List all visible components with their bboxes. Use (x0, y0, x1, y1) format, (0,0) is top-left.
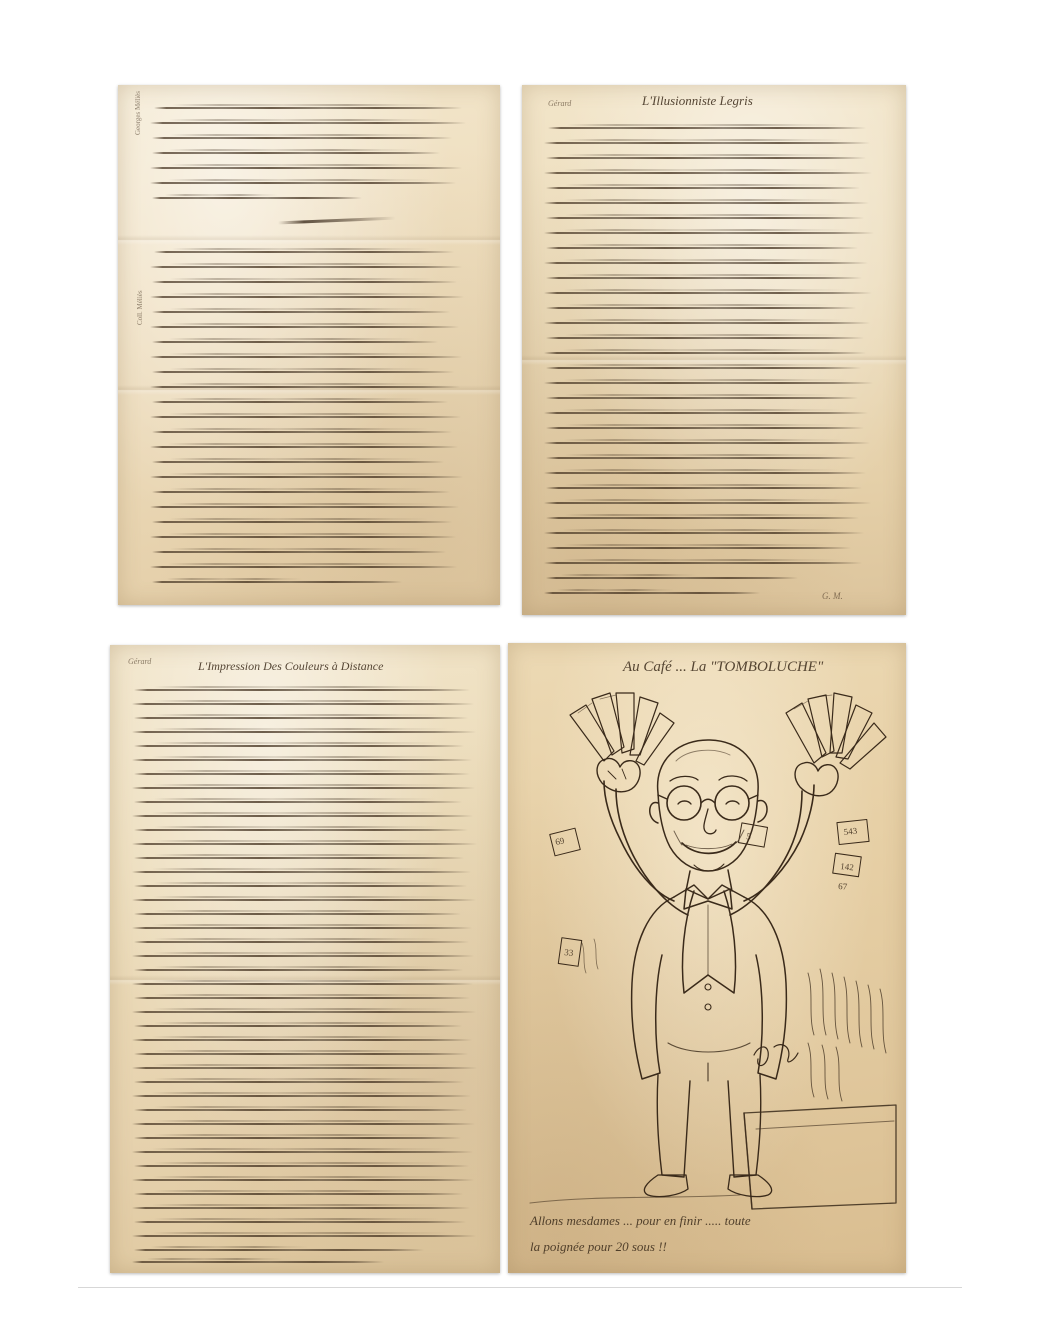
handwriting-block-top-right (522, 85, 906, 615)
signature-georges-melies (278, 217, 396, 225)
page-footer-rule (78, 1287, 962, 1288)
drawing-title: Au Café ... La "TOMBOLUCHE" (623, 659, 824, 675)
drawing-caption-line-1: Allons mesdames ... pour en finir ..... toute (530, 1213, 751, 1228)
sheet-title-illusionniste-legris: L'Illusionniste Legris (642, 93, 753, 108)
paper-edge-shading (110, 645, 500, 1273)
manuscript-sheet-grid (110, 85, 930, 1275)
caricature-sheet-bottom-right (508, 643, 906, 1273)
manuscript-sheet-bottom-left (110, 645, 500, 1273)
paper-edge-shading (118, 85, 500, 605)
handwriting-block-top-left (118, 85, 500, 605)
fold-crease (118, 385, 500, 395)
svg-text:67: 67 (837, 881, 848, 892)
drawing-caption-line-2: la poignée pour 20 sous !! (530, 1239, 667, 1254)
svg-text:33: 33 (563, 947, 574, 958)
caricature-drawing (508, 643, 906, 1273)
fold-crease (110, 975, 500, 985)
paper-edge-shading (522, 85, 906, 615)
corner-mark-top-right: Gérard (548, 99, 572, 108)
fold-crease (522, 355, 906, 365)
manuscript-sheet-top-left (118, 85, 500, 605)
margin-note-top-left: Coll. Méliès (136, 290, 144, 325)
svg-text:142: 142 (839, 861, 855, 873)
sheet-title-impression-des-couleurs: L'Impression Des Couleurs à Distance (198, 659, 384, 673)
artist-initials-top-right: G. M. (822, 591, 843, 601)
manuscript-sheet-top-right (522, 85, 906, 615)
fold-crease (118, 235, 500, 245)
corner-mark-bottom-left: Gérard (128, 657, 152, 666)
archive-stamp-top-left: Georges Méliès (134, 91, 142, 135)
svg-text:543: 543 (843, 825, 858, 837)
svg-text:69: 69 (554, 835, 566, 847)
svg-text:5: 5 (745, 831, 752, 842)
handwriting-block-bottom-left (110, 645, 500, 1273)
